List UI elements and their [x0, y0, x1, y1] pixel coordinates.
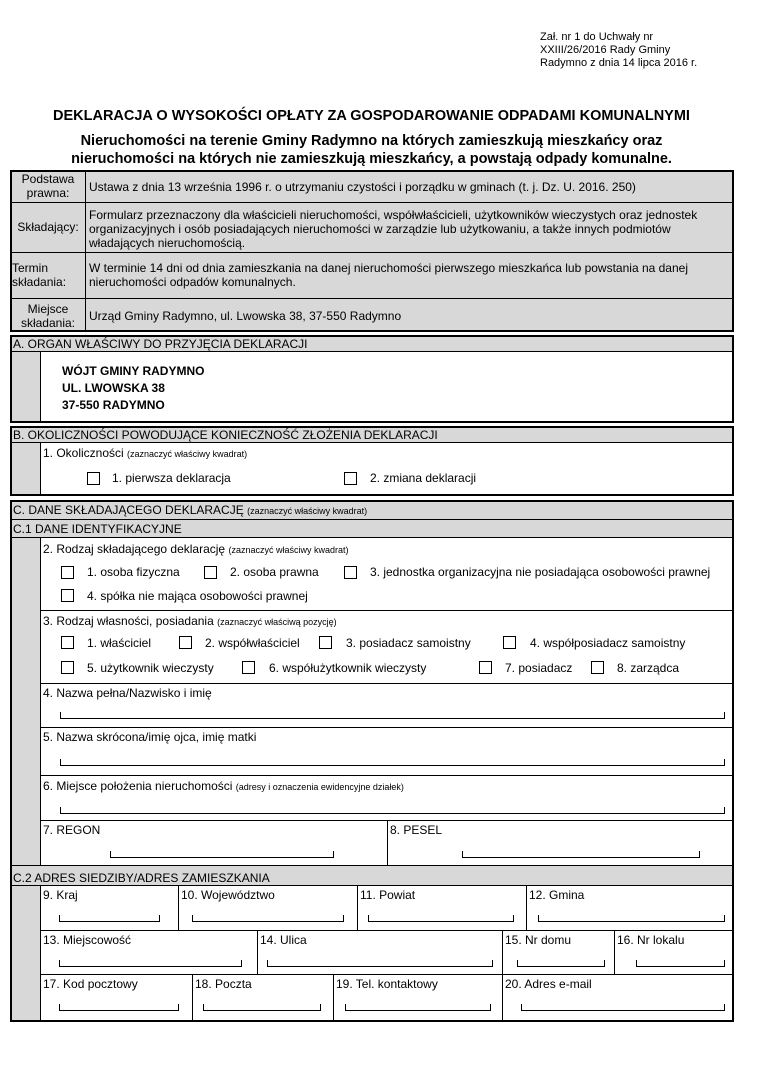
authority-street: UL. LWOWSKA 38: [62, 381, 165, 395]
co-owner-label: 2. współwłaściciel: [205, 636, 300, 650]
property-location-question: [43, 779, 404, 794]
house-number-field[interactable]: [517, 960, 605, 967]
voivodeship-field[interactable]: [192, 915, 344, 922]
partnership-label: 4. spółka nie mająca osobowości prawnej: [87, 589, 308, 603]
pesel-label: 8. PESEL: [390, 823, 443, 837]
section-c-hint: (zaznaczyć właściwy kwadrat): [247, 506, 368, 516]
phone-label: 19. Tel. kontaktowy: [336, 977, 438, 991]
natural-person-checkbox[interactable]: [61, 566, 74, 579]
legal-person-checkbox[interactable]: [204, 566, 217, 579]
pesel-field[interactable]: [462, 851, 700, 858]
postal-code-label: 17. Kod pocztowy: [43, 977, 138, 991]
submitter-type-hint: (zaznaczyć właściwy kwadrat): [228, 545, 349, 555]
section-b-header: B. OKOLICZNOŚCI POWODUJĄCE KONIECZNOŚĆ ZŁOŻENIA DEKLARACJI: [13, 428, 438, 442]
authority-name: WÓJT GMINY RADYMNO: [62, 364, 205, 378]
county-label: 11. Powiat: [360, 888, 416, 902]
country-field[interactable]: [59, 915, 160, 922]
post-office-label: 18. Poczta: [195, 977, 252, 991]
phone-field[interactable]: [345, 1004, 491, 1011]
info-value-deadline: W terminie 14 dni od dnia zamieszkania na danej nieruchomości pierwszego mieszkańca lub powstania na danej nieruchomości odpadów komunalnych.: [89, 261, 688, 289]
country-label: 9. Kraj: [43, 888, 78, 902]
info-label-deadline: Termin składania:: [12, 261, 67, 289]
circumstances-label: 1. Okoliczności: [43, 446, 124, 460]
owner-label: 1. właściciel: [87, 636, 152, 650]
commune-field[interactable]: [538, 915, 725, 922]
locality-field[interactable]: [59, 960, 242, 967]
independent-possessor-checkbox[interactable]: [319, 636, 332, 649]
voivodeship-label: 10. Województwo: [181, 888, 275, 902]
legal-person-label: 2. osoba prawna: [230, 565, 319, 579]
email-label: 20. Adres e-mail: [505, 977, 592, 991]
email-field[interactable]: [521, 1004, 725, 1011]
perpetual-co-user-checkbox[interactable]: [242, 661, 255, 674]
first-declaration-label: 1. pierwsza deklaracja: [112, 471, 231, 485]
manager-label: 8. zarządca: [617, 661, 680, 675]
full-name-label: 4. Nazwa pełna/Nazwisko i imię: [43, 686, 212, 700]
owner-checkbox[interactable]: [61, 636, 74, 649]
street-field[interactable]: [267, 960, 493, 967]
commune-label: 12. Gmina: [529, 888, 585, 902]
regon-field[interactable]: [110, 851, 334, 858]
info-value-legal-basis: Ustawa z dnia 13 września 1996 r. o utrzymaniu czystości i porządku w gminach (t. j. Dz. U. 2016. 250): [89, 180, 636, 194]
info-table: [10, 170, 734, 332]
annex-note: Zał. nr 1 do Uchwały nr XXIII/26/2016 Rady Gminy Radymno z dnia 14 lipca 2016 r.: [540, 31, 698, 69]
form-title: DEKLARACJA O WYSOKOŚCI OPŁATY ZA GOSPODAROWANIE ODPADAMI KOMUNALNYMI: [53, 108, 690, 124]
apartment-number-field[interactable]: [636, 960, 725, 967]
locality-label: 13. Miejscowość: [43, 933, 132, 947]
co-possessor-label: 4. współposiadacz samoistny: [530, 636, 686, 650]
organizational-unit-checkbox[interactable]: [344, 566, 357, 579]
info-value-place: Urząd Gminy Radymno, ul. Lwowska 38, 37-550 Radymno: [89, 309, 402, 323]
info-label-submitter: Składający:: [17, 220, 79, 234]
ownership-type-question: [43, 614, 337, 629]
manager-checkbox[interactable]: [591, 661, 604, 674]
partnership-checkbox[interactable]: [61, 589, 74, 602]
post-office-field[interactable]: [203, 1004, 321, 1011]
street-label: 14. Ulica: [260, 933, 307, 947]
form-subtitle: Nieruchomości na terenie Gminy Radymno na których zamieszkują mieszkańcy oraz nieruchomości na których nie zamieszkują mieszkańcy, a powstają odpady komunalne.: [71, 133, 672, 167]
regon-label: 7. REGON: [43, 823, 101, 837]
info-value-submitter: Formularz przeznaczony dla właścicieli nieruchomości, współwłaścicieli, użytkowników wieczystych oraz jednostek organizacyjnych i osób posiadających nieruchomości w zarządzie lub użytkowaniu, a także innych podmiotów władających nieruchomością.: [89, 208, 698, 250]
organizational-unit-label: 3. jednostka organizacyjna nie posiadająca osobowości prawnej: [370, 565, 711, 579]
property-location-field[interactable]: [60, 807, 725, 814]
section-a-header: A. ORGAN WŁAŚCIWY DO PRZYJĘCIA DEKLARACJI: [13, 337, 308, 351]
ownership-type-hint: (zaznaczyć właściwą pozycję): [217, 617, 337, 627]
possessor-checkbox[interactable]: [479, 661, 492, 674]
c1-header: C.1 DANE IDENTYFIKACYJNE: [13, 522, 182, 536]
property-location-label: 6. Miejsce położenia nieruchomości: [43, 779, 233, 793]
short-name-field[interactable]: [60, 759, 725, 766]
declaration-change-label: 2. zmiana deklaracji: [370, 471, 477, 485]
co-owner-checkbox[interactable]: [179, 636, 192, 649]
natural-person-label: 1. osoba fizyczna: [87, 565, 180, 579]
full-name-field[interactable]: [60, 712, 725, 719]
postal-code-field[interactable]: [59, 1004, 179, 1011]
submitter-type-question: [43, 542, 348, 557]
perpetual-user-label: 5. użytkownik wieczysty: [87, 661, 214, 675]
declaration-change-checkbox[interactable]: [344, 472, 357, 485]
info-label-place: Miejsce składania:: [20, 302, 76, 330]
circumstances-hint: (zaznaczyć właściwy kwadrat): [127, 449, 248, 459]
county-field[interactable]: [368, 915, 514, 922]
first-declaration-checkbox[interactable]: [87, 472, 100, 485]
house-number-label: 15. Nr domu: [505, 933, 572, 947]
info-label-legal-basis: Podstawa prawna:: [21, 172, 75, 200]
section-c-header: [13, 503, 367, 518]
ownership-type-label: 3. Rodzaj własności, posiadania: [43, 614, 214, 628]
submitter-type-label: 2. Rodzaj składającego deklarację: [43, 542, 226, 556]
property-location-hint: (adresy i oznaczenia ewidencyjne działek): [235, 782, 404, 792]
authority-city: 37-550 RADYMNO: [62, 398, 165, 412]
c2-header: C.2 ADRES SIEDZIBY/ADRES ZAMIESZKANIA: [13, 871, 270, 885]
independent-possessor-label: 3. posiadacz samoistny: [346, 636, 471, 650]
short-name-label: 5. Nazwa skrócona/imię ojca, imię matki: [43, 730, 257, 744]
perpetual-co-user-label: 6. współużytkownik wieczysty: [269, 661, 427, 675]
apartment-number-label: 16. Nr lokalu: [617, 933, 685, 947]
circumstances-question: [43, 446, 247, 461]
perpetual-user-checkbox[interactable]: [61, 661, 74, 674]
possessor-label: 7. posiadacz: [505, 661, 573, 675]
co-possessor-checkbox[interactable]: [503, 636, 516, 649]
section-c-title: C. DANE SKŁADAJĄCEGO DEKLARACJĘ: [13, 503, 244, 517]
